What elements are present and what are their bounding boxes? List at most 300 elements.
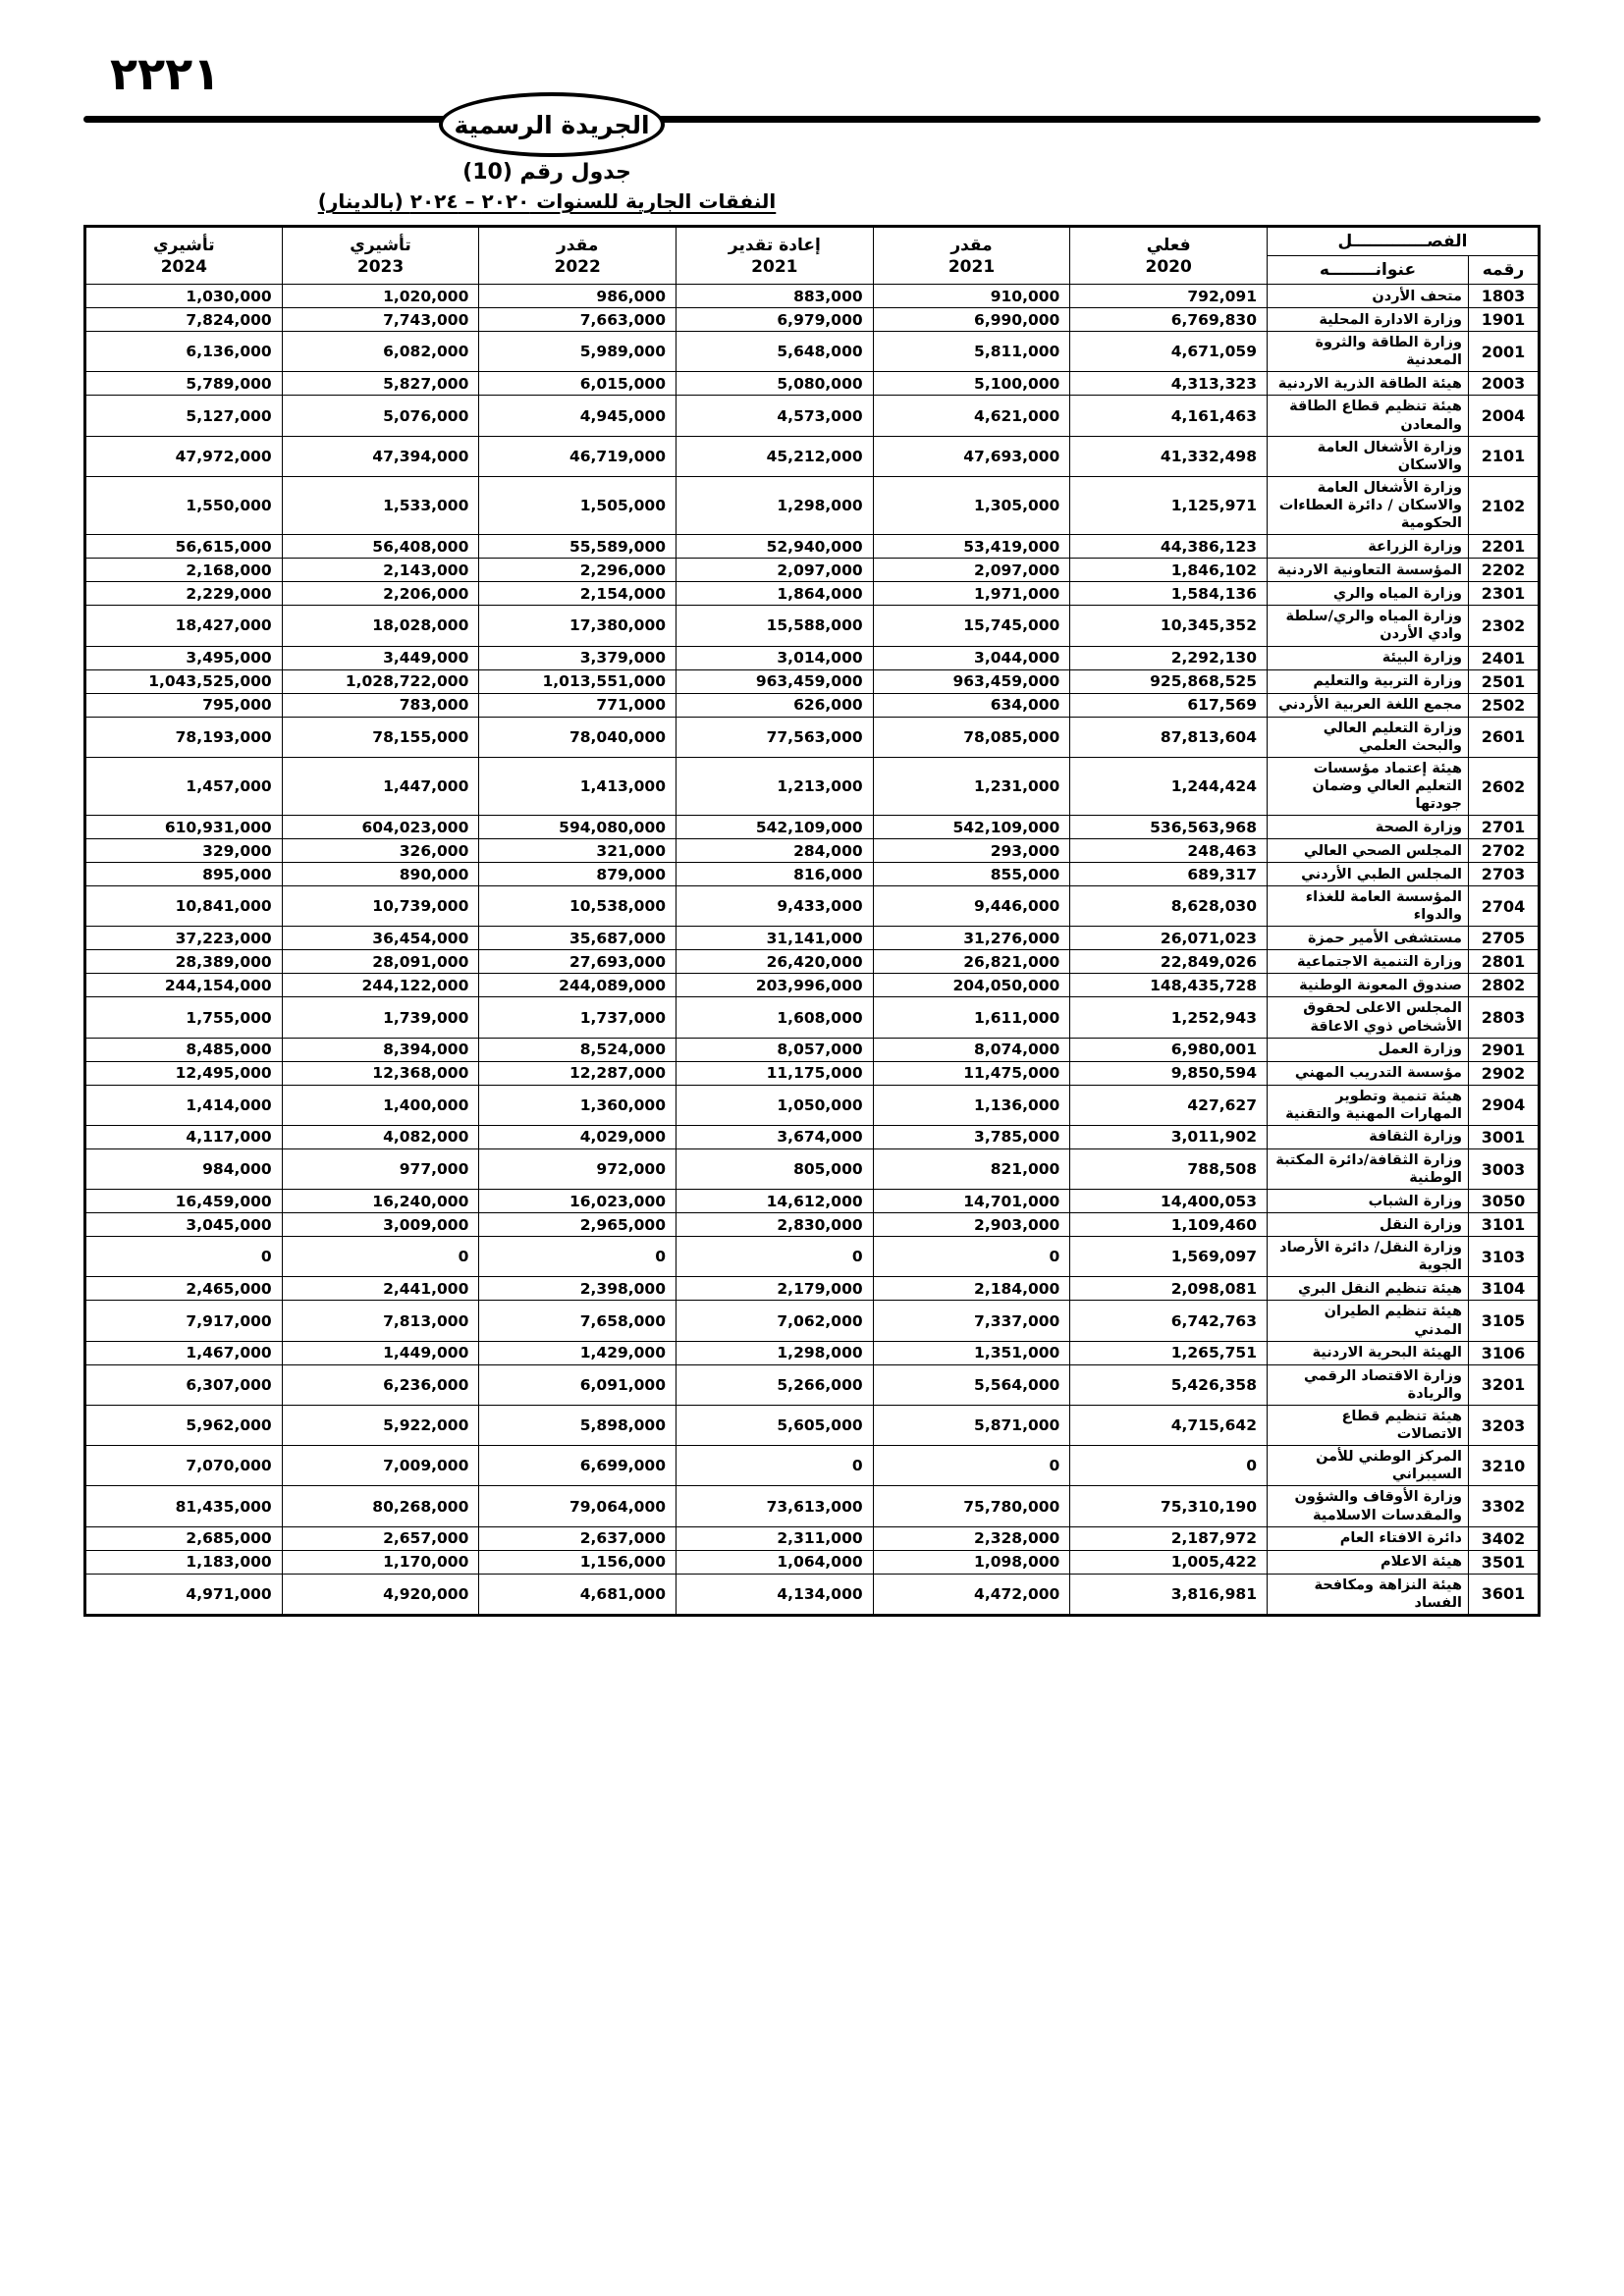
table-row <box>85 816 1540 839</box>
chapter-title: وزارة النقل/ دائرة الأرصاد الجوية <box>1267 1237 1468 1277</box>
table-row <box>85 1277 1540 1301</box>
amount-cell: 7,917,000 <box>85 1301 283 1341</box>
amount-cell: 6,742,763 <box>1070 1301 1268 1341</box>
amount-cell: 972,000 <box>479 1148 677 1189</box>
table-row <box>85 396 1540 436</box>
table-row <box>85 757 1540 815</box>
amount-cell: 3,014,000 <box>677 646 874 669</box>
amount-cell: 7,337,000 <box>873 1301 1070 1341</box>
amount-cell: 75,780,000 <box>873 1486 1070 1526</box>
amount-cell: 0 <box>677 1446 874 1486</box>
amount-cell: 821,000 <box>873 1148 1070 1189</box>
chapter-code: 2802 <box>1469 974 1540 997</box>
amount-cell: 6,699,000 <box>479 1446 677 1486</box>
amount-cell: 925,868,525 <box>1070 669 1268 693</box>
chapter-code: 2301 <box>1469 582 1540 606</box>
amount-cell: 3,495,000 <box>85 646 283 669</box>
amount-cell: 2,097,000 <box>873 559 1070 582</box>
amount-cell: 963,459,000 <box>677 669 874 693</box>
chapter-code: 3210 <box>1469 1446 1540 1486</box>
amount-cell: 3,379,000 <box>479 646 677 669</box>
table-row <box>85 436 1540 476</box>
amount-cell: 4,621,000 <box>873 396 1070 436</box>
amount-cell: 5,898,000 <box>479 1405 677 1445</box>
amount-cell: 1,737,000 <box>479 997 677 1038</box>
amount-cell: 4,313,323 <box>1070 372 1268 396</box>
amount-cell: 1,013,551,000 <box>479 669 677 693</box>
amount-cell: 80,268,000 <box>282 1486 479 1526</box>
amount-cell: 12,368,000 <box>282 1061 479 1085</box>
amount-cell: 8,057,000 <box>677 1038 874 1061</box>
page-number: ٢٢٢١ <box>110 47 221 100</box>
amount-cell: 1,429,000 <box>479 1341 677 1364</box>
amount-cell: 10,538,000 <box>479 886 677 927</box>
amount-cell: 0 <box>85 1237 283 1277</box>
amount-cell: 1,298,000 <box>677 1341 874 1364</box>
chapter-title: المجلس الاعلى لحقوق الأشخاص ذوي الاعاقة <box>1267 997 1468 1038</box>
chapter-code: 2901 <box>1469 1038 1540 1061</box>
amount-cell: 4,920,000 <box>282 1574 479 1615</box>
amount-cell: 1,584,136 <box>1070 582 1268 606</box>
amount-cell: 26,821,000 <box>873 950 1070 974</box>
chapter-title: وزارة المياه والري <box>1267 582 1468 606</box>
table-row <box>85 1125 1540 1148</box>
amount-cell: 15,588,000 <box>677 606 874 646</box>
amount-cell: 1,360,000 <box>479 1085 677 1125</box>
amount-cell: 1,611,000 <box>873 997 1070 1038</box>
amount-cell: 6,980,001 <box>1070 1038 1268 1061</box>
table-header <box>85 227 1540 285</box>
amount-cell: 6,990,000 <box>873 308 1070 332</box>
amount-cell: 2,097,000 <box>677 559 874 582</box>
amount-cell: 7,009,000 <box>282 1446 479 1486</box>
amount-cell: 4,573,000 <box>677 396 874 436</box>
chapter-title: المؤسسة التعاونية الاردنية <box>1267 559 1468 582</box>
amount-cell: 75,310,190 <box>1070 1486 1268 1526</box>
chapter-title: متحف الأردن <box>1267 285 1468 308</box>
chapter-title: وزارة البيئة <box>1267 646 1468 669</box>
amount-cell: 5,648,000 <box>677 332 874 372</box>
table-caption: جدول رقم (10) <box>462 160 631 185</box>
amount-cell: 7,824,000 <box>85 308 283 332</box>
amount-cell: 14,701,000 <box>873 1190 1070 1213</box>
chapter-title: مجمع اللغة العربية الأردني <box>1267 693 1468 717</box>
chapter-code: 2902 <box>1469 1061 1540 1085</box>
chapter-title: مؤسسة التدريب المهني <box>1267 1061 1468 1085</box>
amount-cell: 78,085,000 <box>873 717 1070 757</box>
table-row <box>85 1190 1540 1213</box>
table-row <box>85 1341 1540 1364</box>
amount-cell: 3,009,000 <box>282 1213 479 1237</box>
code-header: رقمه <box>1469 256 1540 285</box>
amount-cell: 1,864,000 <box>677 582 874 606</box>
amount-cell: 2,143,000 <box>282 559 479 582</box>
chapter-title: وزارة التنمية الاجتماعية <box>1267 950 1468 974</box>
amount-cell: 0 <box>873 1237 1070 1277</box>
chapter-code: 2703 <box>1469 863 1540 886</box>
amount-cell: 2,465,000 <box>85 1277 283 1301</box>
amount-cell: 53,419,000 <box>873 535 1070 559</box>
amount-cell: 4,134,000 <box>677 1574 874 1615</box>
amount-cell: 293,000 <box>873 839 1070 863</box>
chapter-code: 2502 <box>1469 693 1540 717</box>
amount-cell: 1,098,000 <box>873 1550 1070 1574</box>
amount-cell: 8,485,000 <box>85 1038 283 1061</box>
amount-cell: 16,459,000 <box>85 1190 283 1213</box>
amount-cell: 910,000 <box>873 285 1070 308</box>
amount-cell: 2,187,972 <box>1070 1526 1268 1550</box>
amount-cell: 986,000 <box>479 285 677 308</box>
chapter-title: وزارة التربية والتعليم <box>1267 669 1468 693</box>
chapter-code: 3203 <box>1469 1405 1540 1445</box>
chapter-title: هيئة تنظيم النقل البري <box>1267 1277 1468 1301</box>
amount-cell: 44,386,123 <box>1070 535 1268 559</box>
amount-cell: 12,287,000 <box>479 1061 677 1085</box>
chapter-code: 3103 <box>1469 1237 1540 1277</box>
amount-cell: 1,028,722,000 <box>282 669 479 693</box>
amount-cell: 6,307,000 <box>85 1364 283 1405</box>
chapter-code: 3001 <box>1469 1125 1540 1148</box>
chapter-code: 3105 <box>1469 1301 1540 1341</box>
amount-cell: 5,922,000 <box>282 1405 479 1445</box>
amount-cell: 1,447,000 <box>282 757 479 815</box>
amount-cell: 4,472,000 <box>873 1574 1070 1615</box>
title-header: عنوانــــــــه <box>1267 256 1468 285</box>
amount-cell: 1,533,000 <box>282 476 479 534</box>
chapter-title: وزارة الثقافة/دائرة المكتبة الوطنية <box>1267 1148 1468 1189</box>
amount-cell: 542,109,000 <box>873 816 1070 839</box>
chapter-code: 2004 <box>1469 396 1540 436</box>
chapter-code: 3104 <box>1469 1277 1540 1301</box>
amount-cell: 8,394,000 <box>282 1038 479 1061</box>
table-row <box>85 1237 1540 1277</box>
amount-cell: 5,789,000 <box>85 372 283 396</box>
amount-cell: 4,681,000 <box>479 1574 677 1615</box>
table-row <box>85 1405 1540 1445</box>
amount-cell: 0 <box>873 1446 1070 1486</box>
amount-cell: 1,457,000 <box>85 757 283 815</box>
chapter-code: 2201 <box>1469 535 1540 559</box>
table-row <box>85 974 1540 997</box>
chapter-code: 3601 <box>1469 1574 1540 1615</box>
chapter-title: الهيئة البحرية الاردنية <box>1267 1341 1468 1364</box>
chapter-group-header: الفصـــــــــــــل <box>1267 227 1539 256</box>
amount-cell: 16,023,000 <box>479 1190 677 1213</box>
year-column-header: تأشيري 2024 <box>85 227 283 285</box>
amount-cell: 689,317 <box>1070 863 1268 886</box>
chapter-title: وزارة العمل <box>1267 1038 1468 1061</box>
amount-cell: 1,064,000 <box>677 1550 874 1574</box>
amount-cell: 1,252,943 <box>1070 997 1268 1038</box>
amount-cell: 5,605,000 <box>677 1405 874 1445</box>
amount-cell: 56,408,000 <box>282 535 479 559</box>
table-row <box>85 332 1540 372</box>
amount-cell: 3,785,000 <box>873 1125 1070 1148</box>
amount-cell: 610,931,000 <box>85 816 283 839</box>
amount-cell: 1,449,000 <box>282 1341 479 1364</box>
amount-cell: 6,136,000 <box>85 332 283 372</box>
amount-cell: 11,475,000 <box>873 1061 1070 1085</box>
amount-cell: 855,000 <box>873 863 1070 886</box>
table-row <box>85 693 1540 717</box>
amount-cell: 2,229,000 <box>85 582 283 606</box>
amount-cell: 2,098,081 <box>1070 1277 1268 1301</box>
chapter-code: 2001 <box>1469 332 1540 372</box>
amount-cell: 47,693,000 <box>873 436 1070 476</box>
chapter-code: 2705 <box>1469 927 1540 950</box>
chapter-title: وزارة النقل <box>1267 1213 1468 1237</box>
chapter-title: وزارة المياه والري/سلطة وادي الأردن <box>1267 606 1468 646</box>
amount-cell: 2,637,000 <box>479 1526 677 1550</box>
amount-cell: 3,674,000 <box>677 1125 874 1148</box>
table-row <box>85 1038 1540 1061</box>
chapter-code: 2101 <box>1469 436 1540 476</box>
chapter-code: 3501 <box>1469 1550 1540 1574</box>
amount-cell: 1,156,000 <box>479 1550 677 1574</box>
amount-cell: 1,467,000 <box>85 1341 283 1364</box>
chapter-title: وزارة الأشغال العامة والاسكان <box>1267 436 1468 476</box>
chapter-code: 1901 <box>1469 308 1540 332</box>
amount-cell: 5,426,358 <box>1070 1364 1268 1405</box>
amount-cell: 792,091 <box>1070 285 1268 308</box>
amount-cell: 1,020,000 <box>282 285 479 308</box>
amount-cell: 14,400,053 <box>1070 1190 1268 1213</box>
amount-cell: 3,816,981 <box>1070 1574 1268 1615</box>
amount-cell: 1,413,000 <box>479 757 677 815</box>
table-row <box>85 950 1540 974</box>
amount-cell: 5,076,000 <box>282 396 479 436</box>
chapter-code: 2801 <box>1469 950 1540 974</box>
amount-cell: 783,000 <box>282 693 479 717</box>
table-row <box>85 1486 1540 1526</box>
amount-cell: 203,996,000 <box>677 974 874 997</box>
chapter-code: 2401 <box>1469 646 1540 669</box>
amount-cell: 5,127,000 <box>85 396 283 436</box>
amount-cell: 73,613,000 <box>677 1486 874 1526</box>
amount-cell: 3,044,000 <box>873 646 1070 669</box>
amount-cell: 6,979,000 <box>677 308 874 332</box>
chapter-code: 3003 <box>1469 1148 1540 1189</box>
table-row <box>85 1526 1540 1550</box>
header-row-1 <box>85 227 1540 256</box>
amount-cell: 1,608,000 <box>677 997 874 1038</box>
amount-cell: 78,193,000 <box>85 717 283 757</box>
chapter-title: هيئة الاعلام <box>1267 1550 1468 1574</box>
chapter-title: وزارة الزراعة <box>1267 535 1468 559</box>
amount-cell: 28,091,000 <box>282 950 479 974</box>
amount-cell: 1,183,000 <box>85 1550 283 1574</box>
amount-cell: 36,454,000 <box>282 927 479 950</box>
chapter-title: وزارة الصحة <box>1267 816 1468 839</box>
chapter-code: 3302 <box>1469 1486 1540 1526</box>
amount-cell: 1,265,751 <box>1070 1341 1268 1364</box>
amount-cell: 1,298,000 <box>677 476 874 534</box>
gazette-title: الجريدة الرسمية <box>454 110 650 139</box>
chapter-title: هيئة تنظيم قطاع الطاقة والمعادن <box>1267 396 1468 436</box>
amount-cell: 45,212,000 <box>677 436 874 476</box>
amount-cell: 78,040,000 <box>479 717 677 757</box>
table-row <box>85 372 1540 396</box>
amount-cell: 7,743,000 <box>282 308 479 332</box>
amount-cell: 1,050,000 <box>677 1085 874 1125</box>
amount-cell: 963,459,000 <box>873 669 1070 693</box>
amount-cell: 771,000 <box>479 693 677 717</box>
amount-cell: 148,435,728 <box>1070 974 1268 997</box>
amount-cell: 536,563,968 <box>1070 816 1268 839</box>
amount-cell: 5,564,000 <box>873 1364 1070 1405</box>
table-row <box>85 1213 1540 1237</box>
amount-cell: 26,071,023 <box>1070 927 1268 950</box>
chapter-title: هيئة النزاهة ومكافحة الفساد <box>1267 1574 1468 1615</box>
amount-cell: 248,463 <box>1070 839 1268 863</box>
amount-cell: 14,612,000 <box>677 1190 874 1213</box>
amount-cell: 2,398,000 <box>479 1277 677 1301</box>
amount-cell: 52,940,000 <box>677 535 874 559</box>
table-row <box>85 863 1540 886</box>
amount-cell: 4,029,000 <box>479 1125 677 1148</box>
table-row <box>85 606 1540 646</box>
amount-cell: 321,000 <box>479 839 677 863</box>
chapter-code: 2904 <box>1469 1085 1540 1125</box>
amount-cell: 12,495,000 <box>85 1061 283 1085</box>
budget-table-wrap <box>83 225 1541 1617</box>
chapter-title: صندوق المعونة الوطنية <box>1267 974 1468 997</box>
table-row <box>85 1061 1540 1085</box>
amount-cell: 16,240,000 <box>282 1190 479 1213</box>
chapter-code: 2704 <box>1469 886 1540 927</box>
amount-cell: 1,400,000 <box>282 1085 479 1125</box>
table-row <box>85 1364 1540 1405</box>
amount-cell: 5,827,000 <box>282 372 479 396</box>
amount-cell: 816,000 <box>677 863 874 886</box>
amount-cell: 1,351,000 <box>873 1341 1070 1364</box>
chapter-title: وزارة التعليم العالي والبحث العلمي <box>1267 717 1468 757</box>
amount-cell: 244,154,000 <box>85 974 283 997</box>
table-row <box>85 308 1540 332</box>
table-row <box>85 582 1540 606</box>
amount-cell: 1,414,000 <box>85 1085 283 1125</box>
chapter-code: 2202 <box>1469 559 1540 582</box>
amount-cell: 0 <box>282 1237 479 1277</box>
amount-cell: 5,266,000 <box>677 1364 874 1405</box>
amount-cell: 2,965,000 <box>479 1213 677 1237</box>
amount-cell: 204,050,000 <box>873 974 1070 997</box>
amount-cell: 10,739,000 <box>282 886 479 927</box>
amount-cell: 427,627 <box>1070 1085 1268 1125</box>
amount-cell: 0 <box>1070 1446 1268 1486</box>
amount-cell: 879,000 <box>479 863 677 886</box>
table-row <box>85 886 1540 927</box>
amount-cell: 0 <box>479 1237 677 1277</box>
amount-cell: 2,206,000 <box>282 582 479 606</box>
table-row <box>85 669 1540 693</box>
header-rule <box>83 116 1541 123</box>
amount-cell: 8,074,000 <box>873 1038 1070 1061</box>
amount-cell: 11,175,000 <box>677 1061 874 1085</box>
amount-cell: 594,080,000 <box>479 816 677 839</box>
chapter-title: وزارة الادارة المحلية <box>1267 308 1468 332</box>
chapter-code: 3101 <box>1469 1213 1540 1237</box>
chapter-title: المجلس الصحي العالي <box>1267 839 1468 863</box>
chapter-title: وزارة الأوقاف والشؤون والمقدسات الاسلامية <box>1267 1486 1468 1526</box>
amount-cell: 9,446,000 <box>873 886 1070 927</box>
chapter-code: 2701 <box>1469 816 1540 839</box>
chapter-title: هيئة تنمية وتطوير المهارات المهنية والتقنية <box>1267 1085 1468 1125</box>
amount-cell: 28,389,000 <box>85 950 283 974</box>
amount-cell: 2,903,000 <box>873 1213 1070 1237</box>
year-column-header: مقدر 2021 <box>873 227 1070 285</box>
budget-table <box>83 225 1541 1617</box>
amount-cell: 890,000 <box>282 863 479 886</box>
amount-cell: 35,687,000 <box>479 927 677 950</box>
amount-cell: 1,846,102 <box>1070 559 1268 582</box>
amount-cell: 542,109,000 <box>677 816 874 839</box>
amount-cell: 55,589,000 <box>479 535 677 559</box>
amount-cell: 5,811,000 <box>873 332 1070 372</box>
amount-cell: 18,028,000 <box>282 606 479 646</box>
amount-cell: 1,213,000 <box>677 757 874 815</box>
chapter-title: المجلس الطبي الأردني <box>1267 863 1468 886</box>
table-row <box>85 646 1540 669</box>
amount-cell: 7,813,000 <box>282 1301 479 1341</box>
chapter-title: وزارة الثقافة <box>1267 1125 1468 1148</box>
table-body <box>85 285 1540 1616</box>
amount-cell: 1,231,000 <box>873 757 1070 815</box>
amount-cell: 7,070,000 <box>85 1446 283 1486</box>
amount-cell: 1,136,000 <box>873 1085 1070 1125</box>
table-row <box>85 559 1540 582</box>
amount-cell: 26,420,000 <box>677 950 874 974</box>
amount-cell: 4,715,642 <box>1070 1405 1268 1445</box>
amount-cell: 795,000 <box>85 693 283 717</box>
year-column-header: تأشيري 2023 <box>282 227 479 285</box>
amount-cell: 2,184,000 <box>873 1277 1070 1301</box>
amount-cell: 2,657,000 <box>282 1526 479 1550</box>
chapter-title: مستشفى الأمير حمزة <box>1267 927 1468 950</box>
table-row <box>85 1085 1540 1125</box>
year-column-header: مقدر 2022 <box>479 227 677 285</box>
amount-cell: 5,989,000 <box>479 332 677 372</box>
gazette-oval-badge <box>439 92 665 157</box>
amount-cell: 22,849,026 <box>1070 950 1268 974</box>
amount-cell: 2,685,000 <box>85 1526 283 1550</box>
chapter-title: وزارة الاقتصاد الرقمي والريادة <box>1267 1364 1468 1405</box>
table-row <box>85 997 1540 1038</box>
chapter-title: هيئة الطاقة الذرية الاردنية <box>1267 372 1468 396</box>
amount-cell: 1,170,000 <box>282 1550 479 1574</box>
amount-cell: 329,000 <box>85 839 283 863</box>
amount-cell: 9,433,000 <box>677 886 874 927</box>
table-row <box>85 1148 1540 1189</box>
amount-cell: 17,380,000 <box>479 606 677 646</box>
amount-cell: 7,663,000 <box>479 308 677 332</box>
chapter-title: وزارة الأشغال العامة والاسكان / دائرة العطاءات الحكومية <box>1267 476 1468 534</box>
amount-cell: 15,745,000 <box>873 606 1070 646</box>
amount-cell: 8,628,030 <box>1070 886 1268 927</box>
chapter-title: هيئة إعتماد مؤسسات التعليم العالي وضمان جودتها <box>1267 757 1468 815</box>
amount-cell: 8,524,000 <box>479 1038 677 1061</box>
chapter-code: 2302 <box>1469 606 1540 646</box>
amount-cell: 1,005,422 <box>1070 1550 1268 1574</box>
amount-cell: 1,755,000 <box>85 997 283 1038</box>
amount-cell: 5,871,000 <box>873 1405 1070 1445</box>
amount-cell: 5,080,000 <box>677 372 874 396</box>
amount-cell: 4,161,463 <box>1070 396 1268 436</box>
amount-cell: 6,236,000 <box>282 1364 479 1405</box>
amount-cell: 4,671,059 <box>1070 332 1268 372</box>
amount-cell: 1,739,000 <box>282 997 479 1038</box>
amount-cell: 4,971,000 <box>85 1574 283 1615</box>
